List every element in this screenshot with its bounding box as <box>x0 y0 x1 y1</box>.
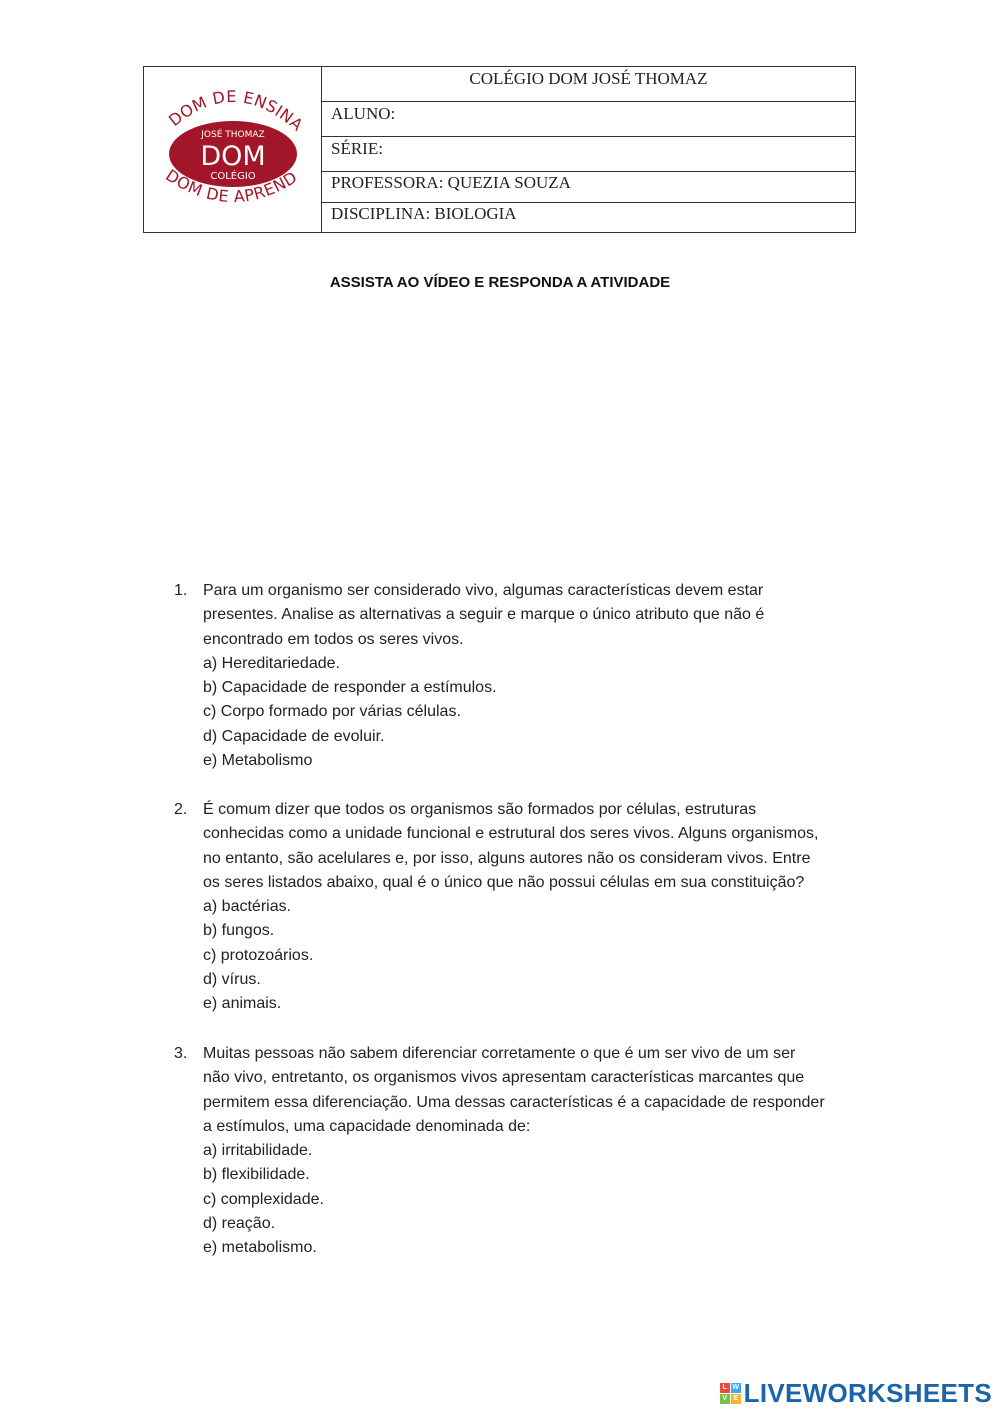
question-text-line: a estímulos, uma capacidade denominada de: <box>203 1117 531 1135</box>
student-field[interactable]: ALUNO: <box>322 102 855 137</box>
question-text-line: Muitas pessoas não sabem diferenciar corretamente o que é um ser vivo de um ser <box>203 1045 796 1062</box>
question-number: 1. <box>174 582 188 599</box>
answer-option[interactable]: e) metabolismo. <box>203 1239 317 1257</box>
icon-letter: L <box>720 1383 730 1393</box>
liveworksheets-brand: LIVEWORKSHEETS <box>743 1378 992 1408</box>
question-text-line: não vivo, entretanto, os organismos vivos apresentam características marcantes que <box>203 1069 805 1087</box>
question-text-line: presentes. Analise as alternativas a seguir e marque o único atributo que não é <box>203 606 765 624</box>
icon-letter: V <box>720 1394 730 1404</box>
answer-option[interactable]: c) protozoários. <box>203 946 314 964</box>
school-name: COLÉGIO DOM JOSÉ THOMAZ <box>322 67 855 102</box>
logo-top-arc: DOM DE ENSINA <box>164 86 308 135</box>
answer-option[interactable]: b) Capacidade de responder a estímulos. <box>203 679 497 697</box>
icon-letter: E <box>731 1394 741 1404</box>
liveworksheets-logo-icon <box>720 1383 741 1404</box>
question-text-line: no entanto, são acelulares e, por isso, alguns autores não os consideram vivos. Entre <box>203 849 811 867</box>
teacher-line: PROFESSORA: QUEZIA SOUZA <box>322 172 855 203</box>
question-3 <box>174 1042 864 1261</box>
question-number: 3. <box>174 1045 188 1062</box>
icon-letter: W <box>732 1384 739 1391</box>
question-text-line: conhecidas como a unidade funcional e estrutural dos seres vivos. Alguns organismos, <box>203 825 819 843</box>
logo-sub: COLÉGIO <box>210 171 256 182</box>
answer-option[interactable]: a) bactérias. <box>203 898 292 916</box>
logo-underline <box>148 232 298 233</box>
question-text-line: encontrado em todos os seres vivos. <box>203 630 464 648</box>
question-number: 2. <box>174 801 188 818</box>
grade-field[interactable]: SÉRIE: <box>322 137 855 172</box>
logo-bottom-arc: DOM DE APREND <box>162 165 301 207</box>
logo-cell <box>144 67 322 232</box>
question-text-line: É comum dizer que todos os organismos são formados por células, estruturas <box>203 801 757 818</box>
header-table <box>143 66 856 233</box>
answer-option[interactable]: c) complexidade. <box>203 1190 324 1208</box>
school-logo <box>144 67 322 232</box>
answer-option[interactable]: d) reação. <box>203 1215 276 1233</box>
question-text-line: Para um organismo ser considerado vivo, algumas características devem estar <box>203 582 764 599</box>
answer-option[interactable]: a) Hereditariedade. <box>203 654 340 672</box>
answer-option[interactable]: a) irritabilidade. <box>203 1142 313 1160</box>
answer-option[interactable]: e) Metabolismo <box>203 752 313 770</box>
logo-small-line: JOSÉ THOMAZ <box>201 130 265 140</box>
instruction-heading: ASSISTA AO VÍDEO E RESPONDA A ATIVIDADE <box>329 274 671 291</box>
answer-option[interactable]: c) Corpo formado por várias células. <box>203 703 461 721</box>
answer-option[interactable]: b) fungos. <box>203 922 275 940</box>
answer-option[interactable]: e) animais. <box>203 995 282 1013</box>
question-1 <box>174 579 864 773</box>
answer-option[interactable]: d) vírus. <box>203 971 261 989</box>
subject-line: DISCIPLINA: BIOLOGIA <box>331 204 517 223</box>
logo-center: DOM <box>200 141 266 172</box>
question-2 <box>174 798 864 1017</box>
answer-option[interactable]: d) Capacidade de evoluir. <box>203 727 385 745</box>
question-text-line: os seres listados abaixo, qual é o único que não possui células em sua constituição? <box>203 873 805 891</box>
question-text-line: permitem essa diferenciação. Uma dessas características é a capacidade de responder <box>203 1093 825 1111</box>
answer-option[interactable]: b) flexibilidade. <box>203 1166 310 1184</box>
liveworksheets-footer[interactable] <box>720 1378 992 1409</box>
